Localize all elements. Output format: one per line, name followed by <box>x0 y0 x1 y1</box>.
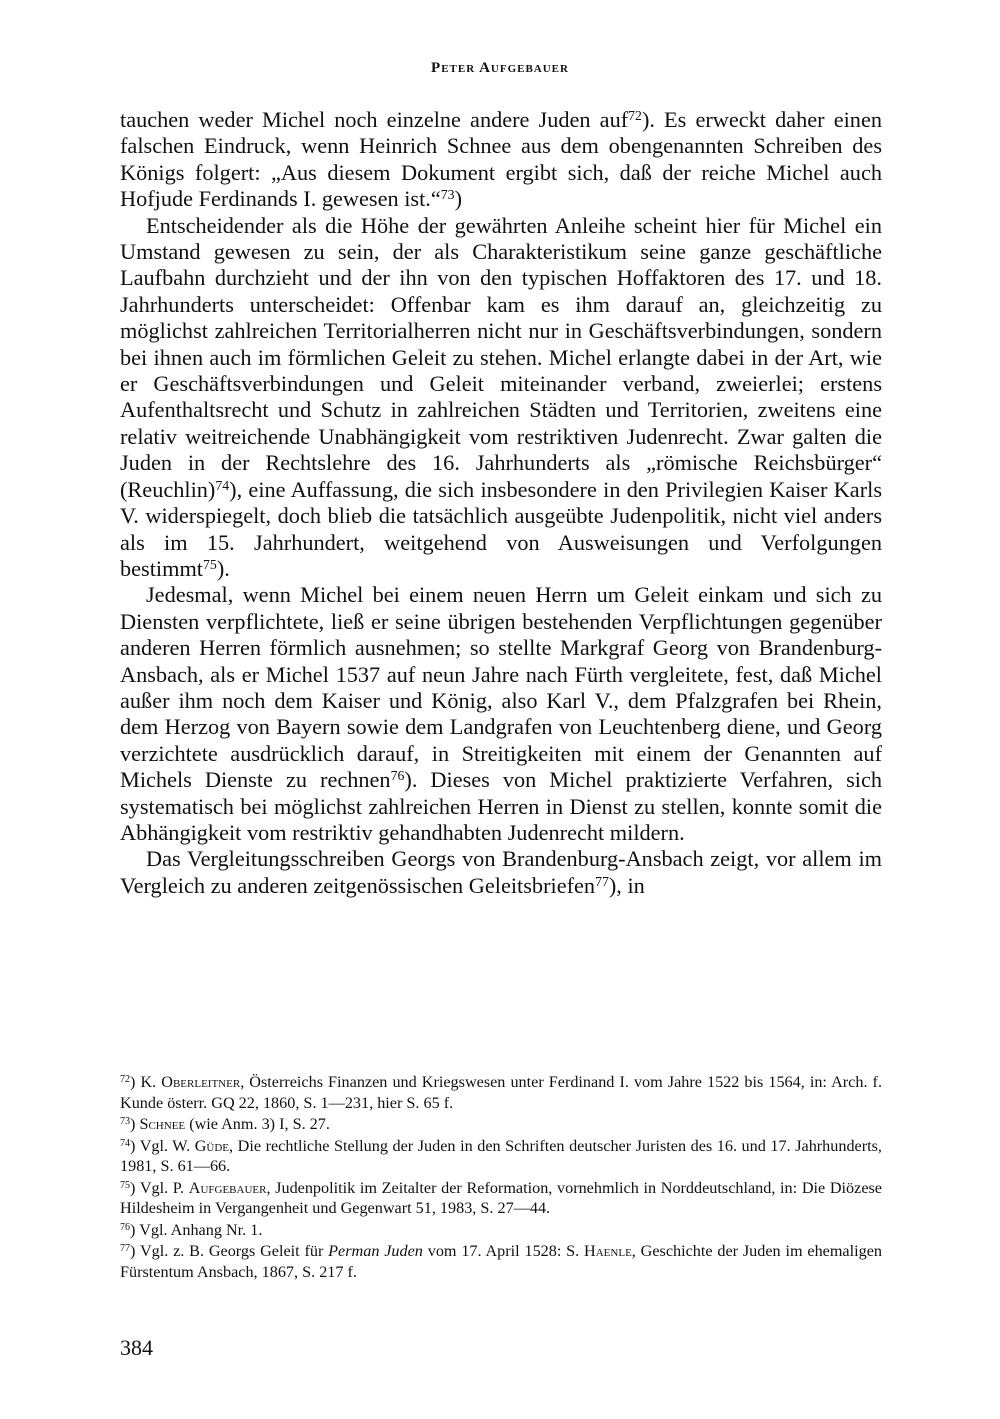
main-text <box>120 107 882 899</box>
author-name: Haenle <box>584 1242 632 1260</box>
footnote-ref: 73 <box>440 187 455 203</box>
paragraph <box>120 213 882 583</box>
footnote-ref: 74 <box>215 477 230 493</box>
footnote-number: 76 <box>120 1221 131 1233</box>
text-segment: , Österreichs Finanzen und Kriegswesen unter Ferdinand I. vom Jahre 1522 bis 1564, in: Arch. f. Kunde österr. GQ 22, 1860, S. 1—231, hier S. 65 f. <box>120 1073 882 1112</box>
footnote-ref: 72 <box>628 108 642 124</box>
text-segment: Vgl. W. <box>139 1136 195 1155</box>
footnotes <box>120 1072 882 1283</box>
footnote-number: 73 <box>120 1115 131 1127</box>
footnote-paren: ) <box>130 1073 141 1091</box>
author-name: Schnee <box>139 1115 186 1133</box>
footnote <box>120 1220 882 1241</box>
footnote <box>120 1072 882 1113</box>
footnote-paren: ) <box>130 1242 140 1260</box>
footnote-ref: 77 <box>595 873 609 889</box>
text-segment: Vgl. z. B. Georgs Geleit für <box>139 1242 329 1260</box>
footnote-ref: 76 <box>390 768 405 784</box>
text-segment: , Judenpolitik im Zeitalter der Reformation, vornehmlich in Norddeutschland, in: Die Diözese Hildesheim in Vergangenheit und Gegenwart 51, 1983, S. 27—44. <box>120 1178 882 1217</box>
page-number: 384 <box>120 1335 153 1360</box>
text-segment: (wie Anm. 3) I, S. 27. <box>185 1115 330 1133</box>
footnote-paren: ) <box>130 1115 140 1133</box>
footnote-paren: ) <box>130 1178 140 1197</box>
running-header: Peter Aufgebauer <box>431 60 569 76</box>
text-segment: Jedesmal, wenn Michel bei einem neuen Herrn um Geleit einkam und sich zu Diensten verpflichtete, ließ er seine übrigen bestehenden Verpflichtungen gegenüber anderen Herren förmlich ausnehmen; so stellte Markgraf Georg von Brandenburg-Ansbach, als er Michel 1537 auf neun Jahre nach Fürth vergleitete, fest, daß Michel außer ihm noch dem Kaiser und König, also Karl V., dem Pfalzgrafen bei Rhein, dem Herzog von Bayern sowie dem Landgrafen von Leuchtenberg diene, und Georg verzichtete ausdrücklich darauf, in Streitigkeiten mit einem der Genannten auf Michels Dienste zu rechnen <box>120 582 882 793</box>
author-name: Oberleitner <box>161 1073 241 1091</box>
footnote-number: 75 <box>120 1179 131 1191</box>
footnote-number: 72 <box>120 1073 131 1085</box>
text-segment: , Die rechtliche Stellung der Juden in den Schriften deutscher Juristen des 16. und 17. Jahrhunderts, 1981, S. 61—66. <box>120 1136 882 1175</box>
text-segment: ). <box>216 555 230 581</box>
text-segment: , Geschichte der Juden im ehemaligen Fürstentum Ansbach, 1867, S. 217 f. <box>120 1242 882 1281</box>
text-segment: Vgl. Anhang Nr. 1. <box>139 1220 263 1239</box>
footnote-number: 74 <box>120 1137 131 1149</box>
footnote <box>120 1178 882 1219</box>
footnote-number: 77 <box>120 1242 131 1254</box>
text-segment: vom 17. April 1528: S. <box>422 1242 585 1260</box>
paragraph <box>120 107 882 213</box>
footnote-ref: 75 <box>203 557 217 572</box>
text-segment: ). Dieses von Michel praktizierte Verfahren, sich systematisch bei möglichst zahlreichen Herren in Dienst zu stellen, konnte somit die Abhängigkeit vom restriktiv gehandhabten Judenrecht mildern. <box>120 767 882 845</box>
text-segment: Vgl. P. <box>139 1178 189 1197</box>
footnote <box>120 1241 882 1282</box>
author-name: Güde <box>194 1136 230 1155</box>
footnote <box>120 1114 882 1135</box>
text-segment: ), in <box>608 872 645 898</box>
text-segment: Das Vergleitungsschreiben Georgs von Brandenburg-Ansbach zeigt, vor allem im Vergleich zu anderen zeitgenössischen Geleitsbriefen <box>120 846 882 898</box>
text-segment: ). Es erweckt daher einen falschen Eindruck, wenn Heinrich Schnee aus dem obengenannten Schreiben des Königs folgert: „Aus diesem Dokument ergibt sich, daß der reiche Michel auch Hofjude Ferdinands I. gewesen ist.“ <box>120 107 882 212</box>
paragraph <box>120 846 882 899</box>
text-segment: tauchen weder Michel noch einzelne andere Juden auf <box>120 107 629 132</box>
text-segment: ), eine Auffassung, die sich insbesondere in den Privilegien Kaiser Karls V. widerspiegelt, doch blieb die tatsächlich ausgeübte Judenpolitik, nicht viel anders als im 15. Jahrhundert, weitgehend von Ausweisungen und Verfolgungen bestimmt <box>120 476 882 581</box>
footnote <box>120 1136 882 1177</box>
author-name: Aufgebauer <box>188 1178 267 1197</box>
footnote-paren: ) <box>130 1220 140 1239</box>
italic-text: Perman Juden <box>328 1242 423 1260</box>
footnote-paren: ) <box>130 1136 140 1155</box>
text-segment: ) <box>454 186 462 212</box>
text-segment: Entscheidender als die Höhe der gewährten Anleihe scheint hier für Michel ein Umstand gewesen zu sein, der als Charakteristikum seine ganze geschäftliche Laufbahn durchzieht und der ihn von den typischen Hoffaktoren des 17. und 18. Jahrhunderts unterscheidet: Offenbar kam es ihm darauf an, gleichzeitig zu möglichst zahlreichen Territorialherren nicht nur in Geschäftsverbindungen, sondern bei ihnen auch im förmlichen Geleit zu stehen. Michel erlangte dabei in der Art, wie er Geschäftsverbindungen und Geleit miteinander verband, zweierlei; erstens Aufenthaltsrecht und Schutz in zahlreichen Städten und Territorien, zweitens eine relativ weitreichende Unabhängigkeit vom restriktiven Judenrecht. Zwar galten die Juden in der Rechtslehre des 16. Jahrhunderts als „römische Reichsbürger“ (Reuchlin) <box>120 212 882 502</box>
paragraph <box>120 582 882 846</box>
text-segment: K. <box>140 1073 162 1091</box>
